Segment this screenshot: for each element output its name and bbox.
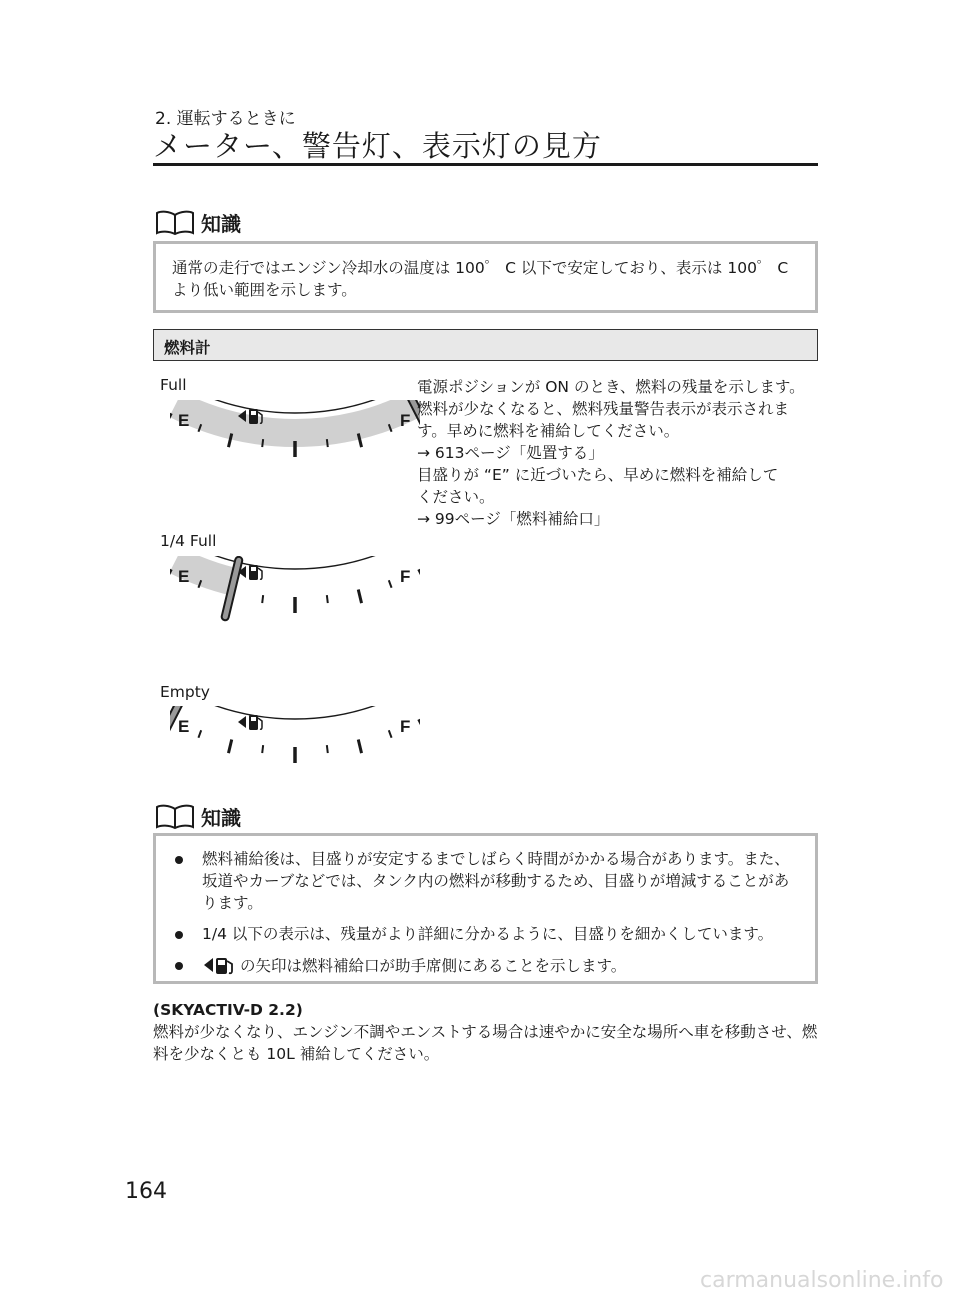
description-line: ください。 [417,488,495,506]
note-text: 通常の走行ではエンジン冷却水の温度は 100゜ C 以下で安定しており、表示は 100゜ C より低い範囲を示します。 [172,259,789,299]
gauge-tick [262,439,263,447]
gauge-e-label: E [178,567,190,586]
description-line: 燃料が少なくなると、燃料残量警告表示が表示されま [417,400,790,418]
gauge-e-label: E [178,717,190,736]
note-box [153,833,818,984]
gauge-tick [389,580,392,588]
note-box [153,241,818,313]
gauge-e-label: E [178,411,190,430]
section-label: 2. 運転するときに [155,109,296,129]
gauge-label-empty: Empty [160,683,210,701]
fuel-level-band [170,400,420,447]
bullet-item: の矢印は燃料補給口が助手席側にあることを示します。 [172,954,799,982]
gauge-tick [228,740,231,754]
page-reference-link[interactable]: → 99ページ「燃料補給口」 [417,510,610,528]
spec-body: 燃料が少なくなり、エンジン不調やエンストする場合は速やかに安全な場所へ車を移動させ、燃料を少なくとも 10L 補給してください。 [153,1023,818,1063]
fuel-door-arrow-icon [202,954,238,982]
fuel-pump-icon [238,715,262,730]
gauge-f-label: F [400,567,411,586]
fuel-gauge-description [417,376,819,530]
bullet-item: 1/4 以下の表示は、残量がより詳細に分かるように、目盛りを細かくしています。 [172,923,799,945]
note-heading [155,208,241,237]
gauge-tick [389,730,392,738]
description-line: 電源ポジションが ON のとき、燃料の残量を示します。 [417,378,805,396]
gauge-tick [327,745,328,753]
gauge-tick [327,439,328,447]
fuel-gauge-heading: 燃料計 [153,329,818,361]
gauge-tick [170,413,171,424]
fuel-gauge-empty [170,706,420,796]
gauge-f-label: F [400,411,411,430]
gauge-tick [198,730,201,738]
note-heading-text: 知識 [201,806,241,830]
fuel-gauge-quarter [170,556,420,646]
gauge-tick [419,719,420,730]
gauge-tick [262,595,263,603]
note-heading-text: 知識 [201,212,241,236]
gauge-label-quarter: 1/4 Full [160,532,217,550]
gauge-label-full: Full [160,376,187,394]
note-heading [155,802,241,831]
page-title: メーター、警告灯、表示灯の見方 [153,129,602,163]
book-icon [155,210,195,236]
book-icon [155,804,195,830]
gauge-tick [419,569,420,580]
gauge-f-label: F [400,717,411,736]
fuel-gauge-full [170,400,420,490]
spec-title: (SKYACTIV-D 2.2) [153,1001,303,1019]
page-reference-link[interactable]: → 613ページ「処置する」 [417,444,604,462]
gauge-tick [327,595,328,603]
watermark: carmanualsonline.info [700,1268,944,1293]
description-line: 目盛りが “E” に近づいたら、早めに燃料を補給して [417,466,779,484]
bullet-item: 燃料補給後は、目盛りが安定するまでしばらく時間がかかる場合があります。また、坂道やカーブなどでは、タンク内の燃料が移動するため、目盛りが増減することがあります。 [172,848,799,914]
gauge-tick [170,569,171,580]
page-number: 164 [125,1179,167,1204]
gauge-tick [262,745,263,753]
description-line: す。早めに燃料を補給してください。 [417,422,680,440]
gauge-arc [192,706,397,719]
title-rule [153,163,818,166]
gauge-tick [358,740,361,754]
gauge-tick [358,590,361,604]
